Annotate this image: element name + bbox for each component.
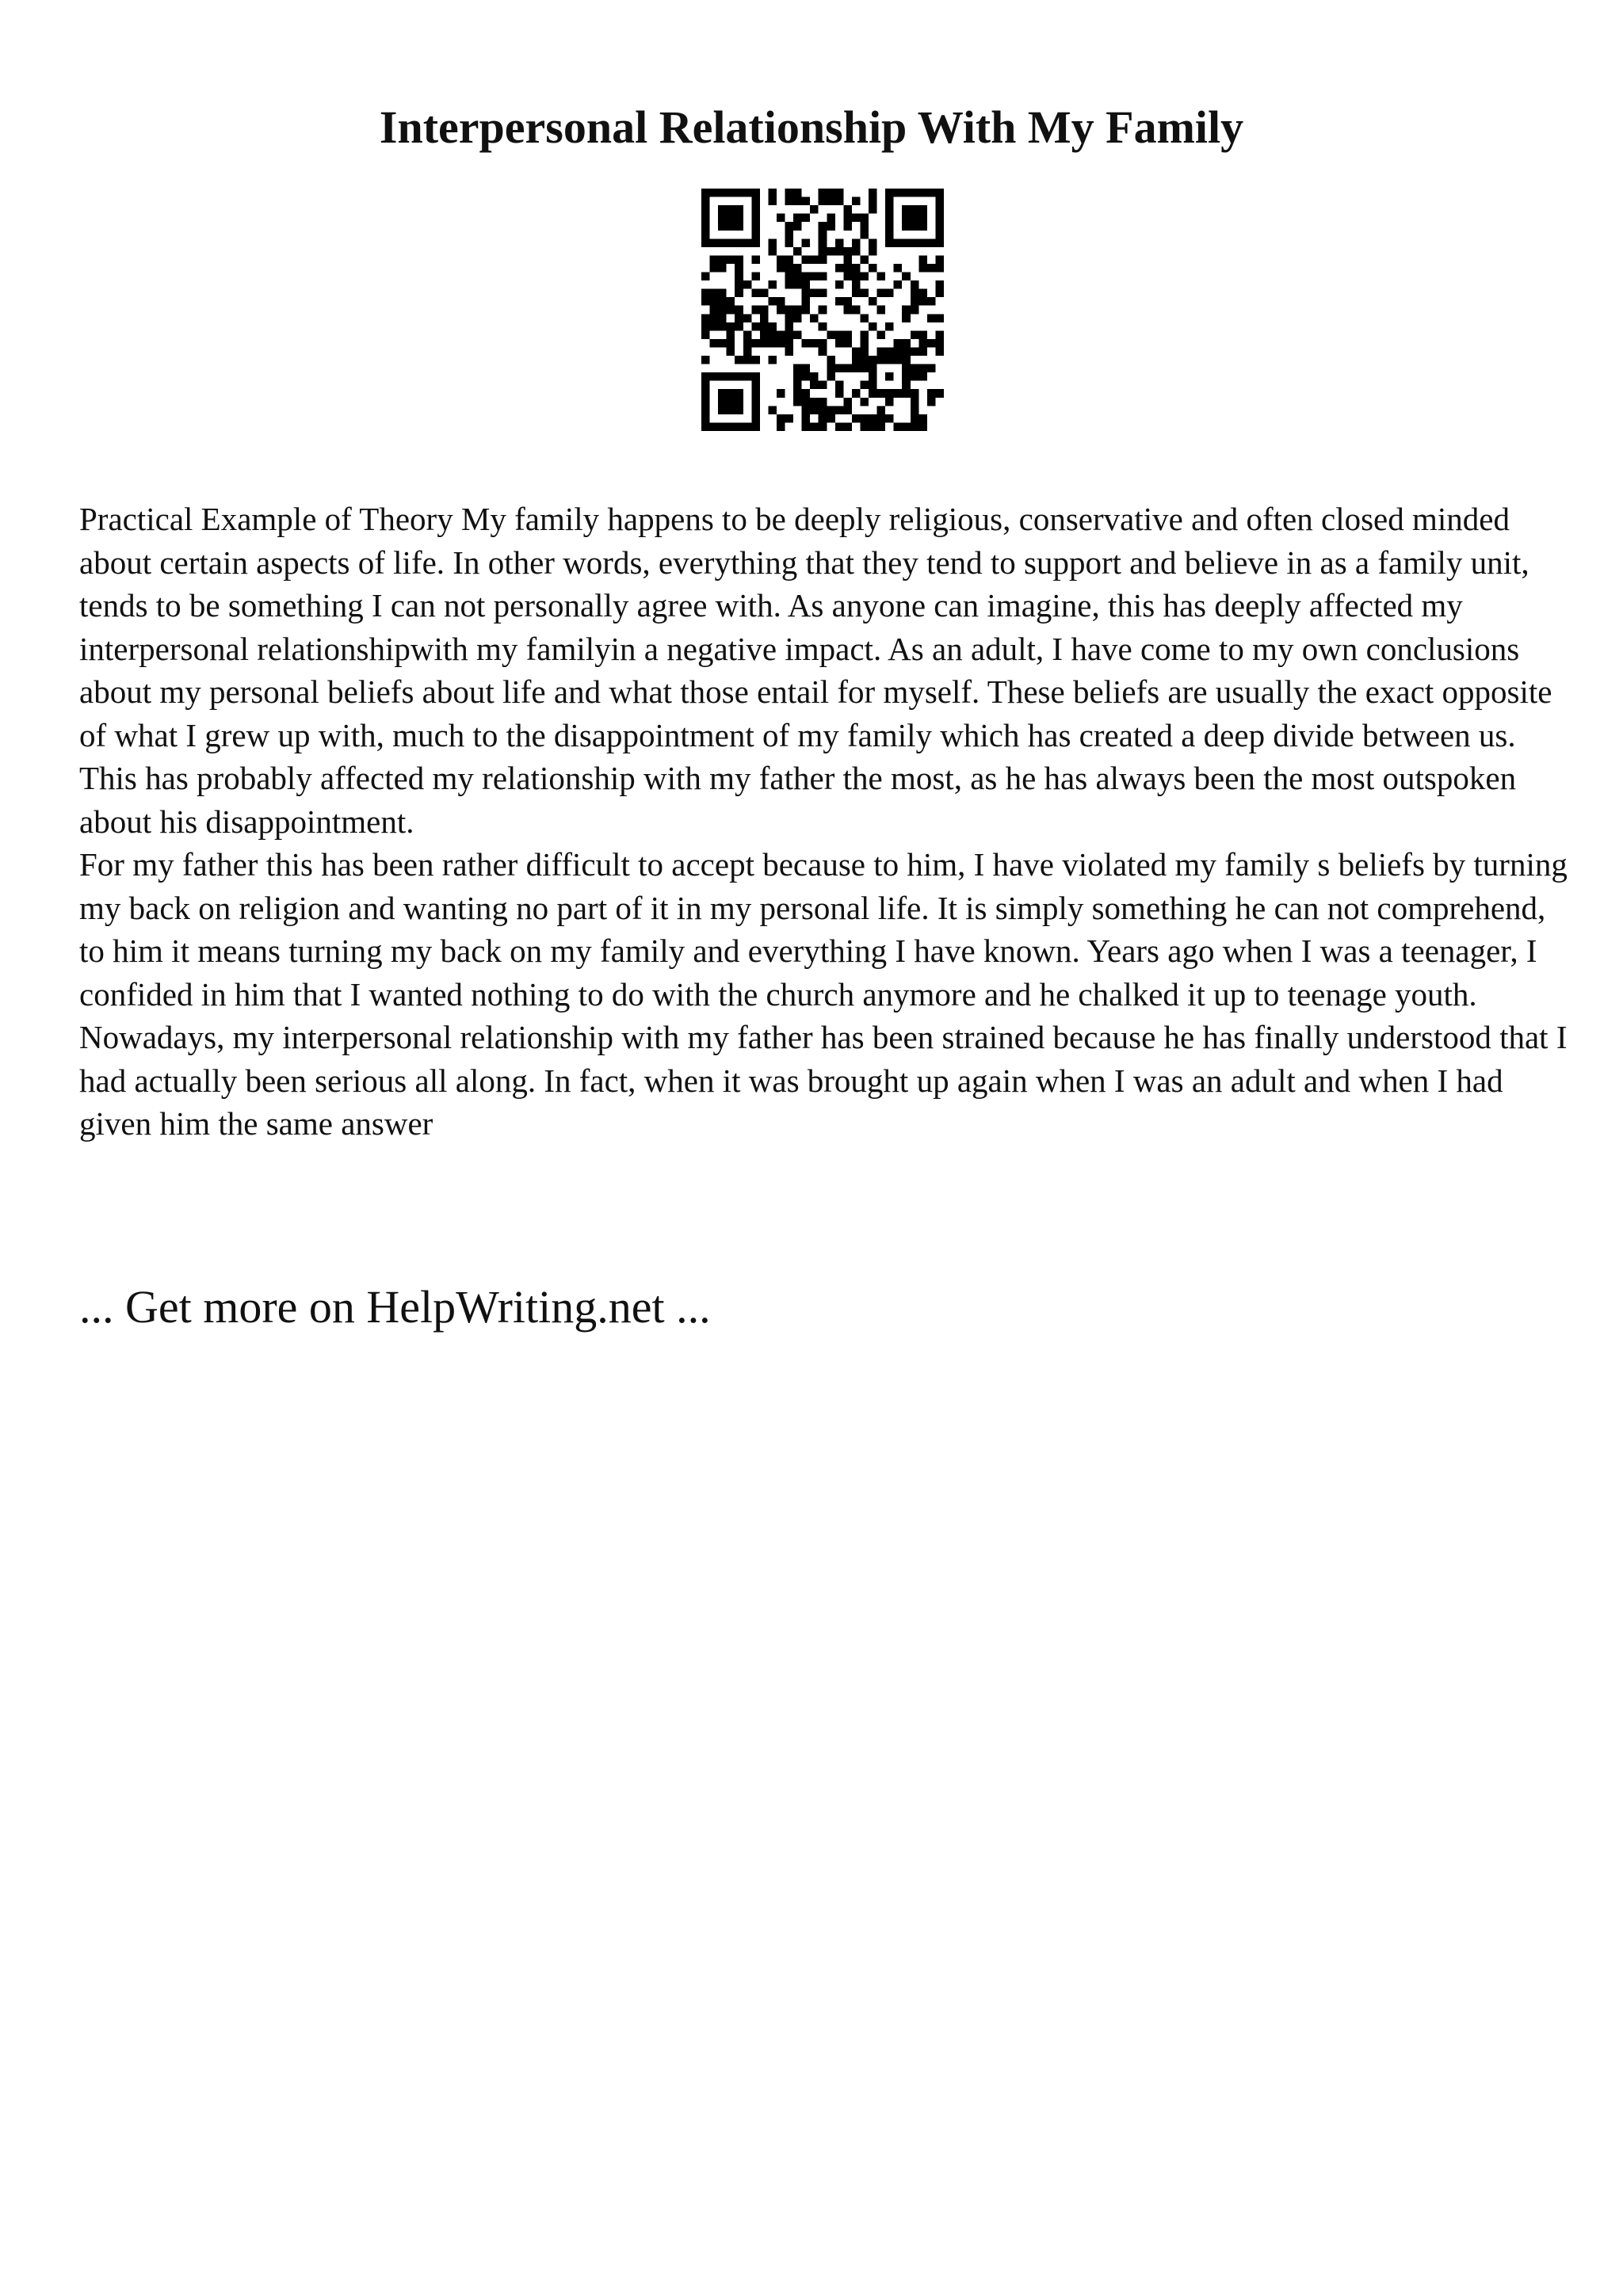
paragraph: Practical Example of Theory My family happens to be deeply religious, conservative and often closed minded about certain aspects of life. In other words, everything that they tend to support and believe in as a family unit, tends to be something I can not personally agree with. As anyone can imagine, this has deeply affected my interpersonal relationshipwith my familyin a negative impact. As an adult, I have come to my own conclusions about my personal beliefs about life and what those entail for myself. These beliefs are usually the exact opposite of what I grew up with, much to the disappointment of my family which has created a deep divide between us. This has probably affected my relationship with my father the most, as he has always been the most outspoken about his disappointment. (79, 501, 1552, 840)
paragraph: For my father this has been rather difficult to accept because to him, I have violated my family s beliefs by turning my back on religion and wanting no part of it in my personal life. It is simply something he can not comprehend, to him it means turning my back on my family and everything I have known. Years ago when I was a teenager, I confided in him that I wanted nothing to do with the church anymore and he chalked it up to teenage youth. Nowadays, my interpersonal relationship with my father has been strained because he has finally understood that I had actually been serious all along. In fact, when it was brought up again when I was an adult and when I had given him the same answer (79, 846, 1568, 1142)
essay-body (79, 498, 1569, 1146)
document-title: Interpersonal Relationship With My Family (379, 101, 1244, 153)
more-link[interactable]: ... Get more on HelpWriting.net ... (79, 1281, 711, 1333)
qr-code-icon[interactable] (701, 189, 944, 431)
